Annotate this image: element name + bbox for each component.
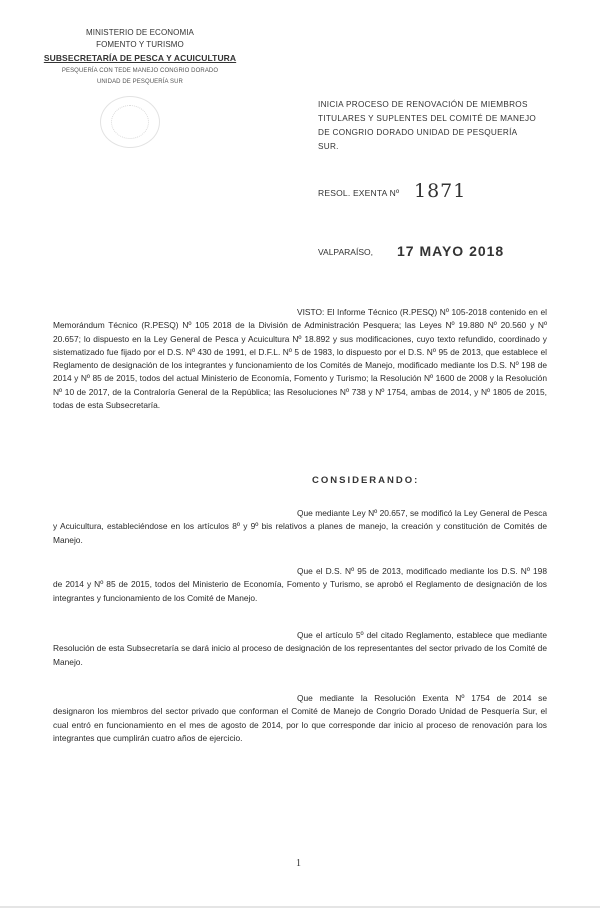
considerando-2: Que el D.S. Nº 95 de 2013, modificado mediante los D.S. Nº 198 de 2014 y Nº 85 de 2015, todos del Ministerio de Economía, Fomento y Turismo, se aprobó el Reglamento de designación de los integrantes y funcionamiento de los Comité de Manejo. [53,566,547,603]
resolution-date: 17 MAYO 2018 [397,243,505,259]
faded-stamp [100,96,160,148]
considerando-heading: CONSIDERANDO: [312,475,420,486]
resolution-number: 1871 [414,180,467,202]
considerando-1: Que mediante Ley Nº 20.657, se modificó la Ley General de Pesca y Acuicultura, estableciéndose en los artículos 8º y 9º bis relativos a planes de manejo, la creación y constitución de Comités de Manejo. [53,508,547,545]
visto-paragraph: VISTO: El Informe Técnico (R.PESQ) Nº 105-2018 contenido en el Memorándum Técnico (R.PESQ) Nº 105 2018 de la División de Administración Pesquera; las Leyes Nº 19.880 Nº 20.560 y Nº 20.657; lo dispuesto en la Ley General de Pesca y Acuicultura Nº 18.892 y sus modificaciones, cuyo texto refundido, coordinado y sistematizado fue fijado por el D.S. Nº 430 de 1991, el D.F.L. Nº 5 de 1983, lo dispuesto por el D.S. Nº 95 de 2013, que establece el Reglamento de designación de los integrantes y funcionamiento de los Comités de Manejo, modificado mediante los D.S. Nº 198 de 2014 y Nº 85 de 2015, todos del actual Ministerio de Economía, Fomento y Turismo; la Resolución Nº 1600 de 2008 y la Resolución Nº 10 de 2017, de la Contraloría General de la República; las Resoluciones Nº 738 y Nº 1754, ambas de 2014, y Nº 1805 de 2015, todas de esta Subsecretaría. [53,307,547,411]
considerando-4: Que mediante la Resolución Exenta Nº 1754 de 2014 se designaron los miembros del sector privado que conforman el Comité de Manejo de Congrio Dorado Unidad de Pesquería Sur, el cual entró en funcionamiento en el mes de agosto de 2014, por lo que corresponde dar inicio al proceso de renovación para los integrantes que cumplirán cuatro años de ejercicio. [53,693,547,743]
scan-edge [0,906,600,908]
header-ministry-sub: FOMENTO Y TURISMO [96,40,184,49]
header-unit: UNIDAD DE PESQUERÍA SUR [97,79,183,85]
header-division: PESQUERÍA CON TEDE MANEJO CONGRIO DORADO [61,68,219,74]
page-number: 1 [296,858,301,869]
resolution-subject: INICIA PROCESO DE RENOVACIÓN DE MIEMBROS TITULARES Y SUPLENTES DEL COMITÉ DE MANEJO DE CONGRIO DORADO UNIDAD DE PESQUERÍA SUR. [318,100,537,151]
header-subsecretaria: SUBSECRETARÍA DE PESCA Y ACUICULTURA [43,53,237,63]
resolution-label: RESOL. EXENTA Nº [318,188,400,198]
header-ministry: MINISTERIO DE ECONOMIA [86,28,194,37]
place: VALPARAÍSO, [318,247,373,257]
considerando-3: Que el artículo 5º del citado Reglamento, establece que mediante Resolución de esta Subsecretaría se dará inicio al proceso de designación de los representantes del sector privado de los Comité de Manejo. [53,630,547,667]
